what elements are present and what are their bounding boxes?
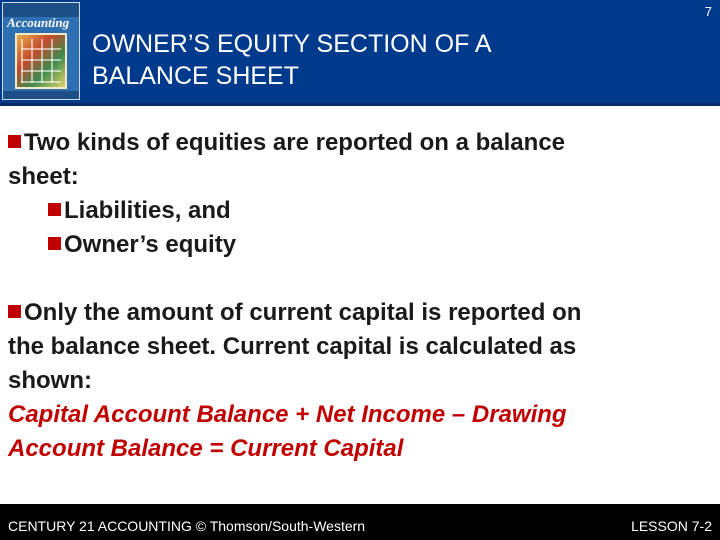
sub-bullet-text: Liabilities, and	[64, 197, 231, 224]
square-bullet-icon	[8, 135, 21, 148]
slide-body	[8, 126, 708, 466]
bullet-item	[8, 126, 708, 160]
footer-copyright: CENTURY 21 ACCOUNTING © Thomson/South-Western	[8, 518, 366, 534]
bullet-text-continuation: shown:	[8, 367, 92, 394]
slide-header	[0, 0, 720, 103]
footer-lesson: LESSON 7-2	[631, 518, 712, 534]
slide-title-line2: BALANCE SHEET	[92, 62, 300, 90]
bullet-text-continuation: the balance sheet. Current capital is calculated as	[8, 333, 577, 360]
book-cover-title: Accounting	[7, 15, 70, 30]
slide-title	[92, 28, 692, 92]
formula-line2: Account Balance = Current Capital	[8, 435, 404, 462]
slide-number: 7	[704, 4, 712, 19]
sub-bullet-text: Owner’s equity	[64, 231, 237, 258]
sub-bullet-item	[48, 194, 708, 228]
square-bullet-icon	[8, 305, 21, 318]
bullet-item	[8, 296, 708, 330]
bullet-text-continuation: sheet:	[8, 163, 79, 190]
slide-footer	[0, 504, 720, 540]
square-bullet-icon	[48, 237, 61, 250]
square-bullet-icon	[48, 203, 61, 216]
bullet-text: Two kinds of equities are reported on a balance	[24, 129, 566, 156]
bullet-text: Only the amount of current capital is reported on	[24, 299, 582, 326]
formula-line1: Capital Account Balance + Net Income – Drawing	[8, 401, 567, 428]
slide-title-line1: OWNER’S EQUITY SECTION OF A	[92, 30, 492, 58]
sub-bullet-item	[48, 228, 708, 262]
book-cover-image	[2, 2, 80, 100]
header-divider	[0, 103, 720, 106]
